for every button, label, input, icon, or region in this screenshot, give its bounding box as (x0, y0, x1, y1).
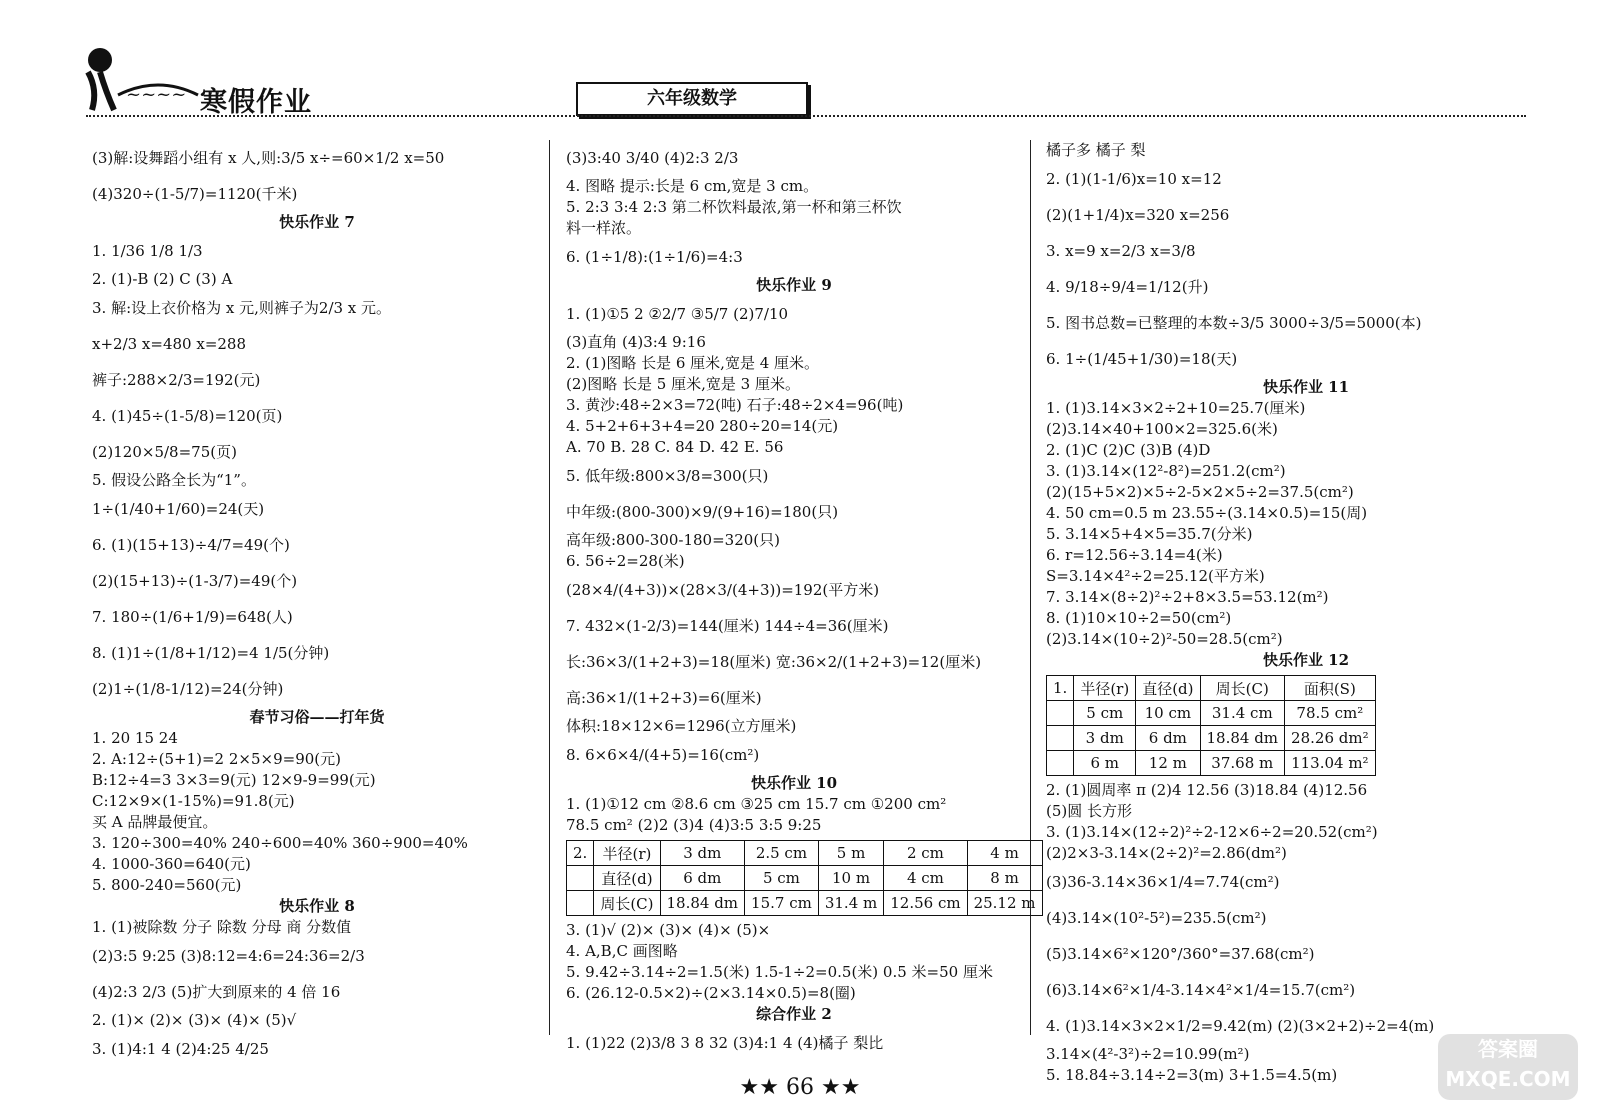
table-row (567, 866, 1043, 891)
brand-title: 寒假作业 (200, 87, 312, 118)
answer-line: (3)3:40 3/40 (4)2:3 2/3 (566, 149, 739, 167)
table-cell: 113.04 m² (1285, 751, 1376, 776)
table-empty-cell (1047, 726, 1074, 751)
answer-line: (2)3:5 9:25 (3)8:12=4:6=24:36=2/3 (92, 947, 365, 965)
answer-line: x+2/3 x=480 x=288 (92, 335, 247, 353)
answer-line: C:12×9×(1-15%)=91.8(元) (92, 792, 295, 810)
section-heading: 快乐作业 7 (279, 213, 355, 231)
answer-line: 1. (1)22 (2)3/8 3 8 32 (3)4:1 4 (4)橘子 梨比 (566, 1034, 884, 1052)
table-row (1047, 726, 1376, 751)
answer-line: 8. (1)10×10÷2=50(cm²) (1046, 609, 1232, 627)
section-heading: 春节习俗——打年货 (249, 708, 385, 726)
answer-line: B:12÷4=3 3×3=9(元) 12×9-9=99(元) (92, 771, 376, 789)
answer-line: 5. 18.84÷3.14÷2=3(m) 3+1.5=4.5(m) (1046, 1066, 1338, 1084)
table-cell: 2.5 cm (745, 841, 819, 866)
answer-line: (5)圆 长方形 (1046, 802, 1133, 820)
circle-table-middle (566, 840, 1043, 916)
section-heading: 快乐作业 11 (1262, 378, 1350, 396)
answer-line: (2)3.14×(10÷2)²-50=28.5(cm²) (1046, 630, 1283, 648)
answer-line: (4)2:3 2/3 (5)扩大到原来的 4 倍 16 (92, 983, 341, 1001)
answer-line: 1. (1)3.14×3×2÷2+10=25.7(厘米) (1046, 399, 1306, 417)
answer-line: 1. (1)被除数 分子 除数 分母 商 分数值 (92, 918, 352, 936)
table-cell: 12.56 cm (884, 891, 967, 916)
answer-line: (2)120×5/8=75(页) (92, 443, 237, 461)
answer-line: 7. 180÷(1/6+1/9)=648(人) (92, 608, 293, 626)
table-cell: 5 m (818, 841, 883, 866)
answer-column-1 (92, 140, 542, 1067)
answer-line: 6. 56÷2=28(米) (566, 552, 685, 570)
section-heading: 快乐作业 12 (1262, 651, 1350, 669)
table-header-row (1047, 676, 1376, 701)
answer-line: 4. 1000-360=640(元) (92, 855, 251, 873)
table-cell: 4 cm (884, 866, 967, 891)
table-cell: 6 m (1074, 751, 1136, 776)
table-cell: 28.26 dm² (1285, 726, 1376, 751)
answer-line: 高年级:800-300-180=320(只) (566, 531, 780, 549)
circle-table-right (1046, 675, 1376, 776)
answer-line: 1. 1/36 1/8 1/3 (92, 242, 203, 260)
answer-line: 6. 1÷(1/45+1/30)=18(天) (1046, 350, 1238, 368)
table-row (1047, 751, 1376, 776)
answer-line: 5. 假设公路全长为“1”。 (92, 471, 256, 489)
subject-banner: 六年级数学 (576, 82, 808, 116)
answer-line: (6)3.14×6²×1/4-3.14×4²×1/4=15.7(cm²) (1046, 981, 1356, 999)
answer-line: (3)直角 (4)3:4 9:16 (566, 333, 706, 351)
answer-line: 买 A 品牌最便宜。 (92, 813, 218, 831)
answer-line: 2. (1)C (2)C (3)B (4)D (1046, 441, 1211, 459)
table-cell: 12 m (1136, 751, 1200, 776)
page-footer (0, 1075, 1600, 1100)
table-cell: 10 m (818, 866, 883, 891)
answer-line: 3.14×(4²-3²)÷2=10.99(m²) (1046, 1045, 1250, 1063)
answer-line: 3. x=9 x=2/3 x=3/8 (1046, 242, 1196, 260)
answer-column-3 (1046, 140, 1566, 1086)
svg-text:~~~~: ~~~~ (126, 84, 187, 105)
answer-line: 4. 图略 提示:长是 6 cm,宽是 3 cm。 (566, 177, 819, 195)
table-cell: 8 m (967, 866, 1042, 891)
answer-line: 1. (1)①5 2 ②2/7 ③5/7 (2)7/10 (566, 305, 789, 323)
answer-line: 8. 6×6×4/(4+5)=16(cm²) (566, 746, 760, 764)
answer-line: 3. (1)4:1 4 (2)4:25 4/25 (92, 1040, 269, 1058)
table-cell: 周长(C) (594, 891, 660, 916)
table-empty-cell (567, 891, 594, 916)
answer-line: 5. 图书总数=已整理的本数÷3/5 3000÷3/5=5000(本) (1046, 314, 1422, 332)
answer-line: 6. (1÷1/8):(1÷1/6)=4:3 (566, 248, 743, 266)
table-cell: 37.68 m (1200, 751, 1285, 776)
answer-line: 3. 120÷300=40% 240÷600=40% 360÷900=40% (92, 834, 468, 852)
table-cell: 10 cm (1136, 701, 1200, 726)
table-cell: 25.12 m (967, 891, 1042, 916)
answer-line: 长:36×3/(1+2+3)=18(厘米) 宽:36×2/(1+2+3)=12(厘米) (566, 653, 982, 671)
column-divider-1 (549, 140, 550, 1035)
table-item-number: 1. (1047, 676, 1074, 701)
section-heading: 快乐作业 8 (279, 897, 355, 915)
table-cell: 2 cm (884, 841, 967, 866)
page-header (0, 0, 1600, 120)
table-cell: 3 dm (1074, 726, 1136, 751)
answer-line: 5. 800-240=560(元) (92, 876, 242, 894)
answer-line: 5. 3.14×5+4×5=35.7(分米) (1046, 525, 1253, 543)
answer-line: 3. (1)√ (2)× (3)× (4)× (5)× (566, 921, 771, 939)
answer-line: (4)320÷(1-5/7)=1120(千米) (92, 185, 298, 203)
answer-line: 6. (1)(15+13)÷4/7=49(个) (92, 536, 290, 554)
table-cell: 5 cm (1074, 701, 1136, 726)
answer-line: 中年级:(800-300)×9/(9+16)=180(只) (566, 503, 839, 521)
table-row (1047, 701, 1376, 726)
table-header-cell: 直径(d) (1136, 676, 1200, 701)
table-header-cell: 半径(r) (1074, 676, 1136, 701)
table-cell: 半径(r) (594, 841, 660, 866)
answer-line: 6. r=12.56÷3.14=4(米) (1046, 546, 1223, 564)
table-empty-cell (1047, 701, 1074, 726)
table-cell: 31.4 m (818, 891, 883, 916)
table-cell: 18.84 dm (1200, 726, 1285, 751)
answer-line: 体积:18×12×6=1296(立方厘米) (566, 717, 797, 735)
table-cell: 3 dm (660, 841, 745, 866)
table-cell: 6 dm (660, 866, 745, 891)
answer-line: 高:36×1/(1+2+3)=6(厘米) (566, 689, 762, 707)
answer-line: 2. (1)圆周率 π (2)4 12.56 (3)18.84 (4)12.56 (1046, 781, 1368, 799)
answer-line: 1. 20 15 24 (92, 729, 178, 747)
answer-line: (4)3.14×(10²-5²)=235.5(cm²) (1046, 909, 1267, 927)
answer-line: 1÷(1/40+1/60)=24(天) (92, 500, 265, 518)
table-header-cell: 面积(S) (1285, 676, 1376, 701)
answer-line: 5. 低年级:800×3/8=300(只) (566, 467, 769, 485)
answer-line: 4. 9/18÷9/4=1/12(升) (1046, 278, 1209, 296)
section-heading: 快乐作业 10 (750, 774, 838, 792)
answer-line: (2)(15+5×2)×5÷2-5×2×5÷2=37.5(cm²) (1046, 483, 1354, 501)
answer-line: 1. (1)①12 cm ②8.6 cm ③25 cm 15.7 cm ①200 cm² (566, 795, 947, 813)
answer-line: 4. (1)3.14×3×2×1/2=9.42(m) (2)(3×2+2)÷2=4(m) (1046, 1017, 1435, 1035)
answer-line: (28×4/(4+3))×(28×3/(4+3))=192(平方米) (566, 581, 880, 599)
answer-line: 8. (1)1÷(1/8+1/12)=4 1/5(分钟) (92, 644, 330, 662)
section-heading: 快乐作业 9 (756, 276, 832, 294)
answer-line: 3. (1)3.14×(12²-8²)=251.2(cm²) (1046, 462, 1286, 480)
answer-line: 2. (1)图略 长是 6 厘米,宽是 4 厘米。 (566, 354, 820, 372)
answer-line: 橘子多 橘子 梨 (1046, 141, 1146, 159)
section-heading: 综合作业 2 (756, 1005, 832, 1023)
answer-line: 2. (1)× (2)× (3)× (4)× (5)√ (92, 1011, 297, 1029)
table-cell: 15.7 cm (745, 891, 819, 916)
answer-line: 6. (26.12-0.5×2)÷(2×3.14×0.5)=8(圈) (566, 984, 856, 1002)
answer-line: 2. (1)-B (2) C (3) A (92, 270, 233, 288)
table-row (567, 841, 1043, 866)
table-cell: 5 cm (745, 866, 819, 891)
watermark-line-2: MXQE.COM (1445, 1067, 1571, 1091)
table-cell: 直径(d) (594, 866, 660, 891)
table-item-number: 2. (567, 841, 594, 866)
answer-line: 4. 50 cm=0.5 m 23.55÷(3.14×0.5)=15(周) (1046, 504, 1368, 522)
answer-line: 3. 解:设上衣价格为 x 元,则裤子为2/3 x 元。 (92, 299, 392, 317)
star-decoration-icon: ★★ (821, 1075, 861, 1100)
answer-line: (5)3.14×6²×120°/360°=37.68(cm²) (1046, 945, 1315, 963)
star-decoration-icon: ★★ (739, 1075, 779, 1100)
table-cell: 78.5 cm² (1285, 701, 1376, 726)
table-row (567, 891, 1043, 916)
answer-line: (3)解:设舞蹈小组有 x 人,则:3/5 x÷=60×1/2 x=50 (92, 149, 445, 167)
table-empty-cell (1047, 751, 1074, 776)
answer-line: 3. 黄沙:48÷2×3=72(吨) 石子:48÷2×4=96(吨) (566, 396, 904, 414)
answer-line: 3. (1)3.14×(12÷2)²÷2-12×6÷2=20.52(cm²) (1046, 823, 1378, 841)
answer-line: (2)2×3-3.14×(2÷2)²=2.86(dm²) (1046, 844, 1287, 862)
answer-line: 2. (1)(1-1/6)x=10 x=12 (1046, 170, 1222, 188)
answer-line: 4. A,B,C 画图略 (566, 942, 678, 960)
answer-line: 5. 9.42÷3.14÷2=1.5(米) 1.5-1÷2=0.5(米) 0.5 米=50 厘米 (566, 963, 993, 981)
answer-line: 7. 3.14×(8÷2)²÷2+8×3.5=53.12(m²) (1046, 588, 1329, 606)
answer-line: 7. 432×(1-2/3)=144(厘米) 144÷4=36(厘米) (566, 617, 889, 635)
watermark-line-1: 答案圈 (1478, 1037, 1538, 1061)
answer-line: 料一样浓。 (566, 219, 642, 237)
answer-line: (3)36-3.14×36×1/4=7.74(cm²) (1046, 873, 1280, 891)
answer-line: 裤子:288×2/3=192(元) (92, 371, 261, 389)
table-cell: 18.84 dm (660, 891, 745, 916)
answer-line: (2)图略 长是 5 厘米,宽是 3 厘米。 (566, 375, 800, 393)
answer-line: 2. A:12÷(5+1)=2 2×5×9=90(元) (92, 750, 341, 768)
answer-line: A. 70 B. 28 C. 84 D. 42 E. 56 (566, 438, 784, 456)
answer-line: 5. 2:3 3:4 2:3 第二杯饮料最浓,第一杯和第三杯饮 (566, 198, 902, 216)
table-cell: 6 dm (1136, 726, 1200, 751)
table-cell: 4 m (967, 841, 1042, 866)
page-number: 66 (786, 1075, 814, 1100)
watermark-logo (1438, 1034, 1578, 1100)
table-empty-cell (567, 866, 594, 891)
answer-line: S=3.14×4²÷2=25.12(平方米) (1046, 567, 1265, 585)
answer-line: (2)3.14×40+100×2=325.6(米) (1046, 420, 1278, 438)
table-header-cell: 周长(C) (1200, 676, 1285, 701)
header-divider (86, 115, 1526, 117)
table-cell: 31.4 cm (1200, 701, 1285, 726)
answer-line: 78.5 cm² (2)2 (3)4 (4)3:5 3:5 9:25 (566, 816, 822, 834)
answer-line: (2)1÷(1/8-1/12)=24(分钟) (92, 680, 284, 698)
answer-line: (2)(15+13)÷(1-3/7)=49(个) (92, 572, 298, 590)
answer-line: (2)(1+1/4)x=320 x=256 (1046, 206, 1230, 224)
answer-line: 4. 5+2+6+3+4=20 280÷20=14(元) (566, 417, 839, 435)
answer-line: 4. (1)45÷(1-5/8)=120(页) (92, 407, 283, 425)
answer-column-2 (566, 140, 1036, 1061)
